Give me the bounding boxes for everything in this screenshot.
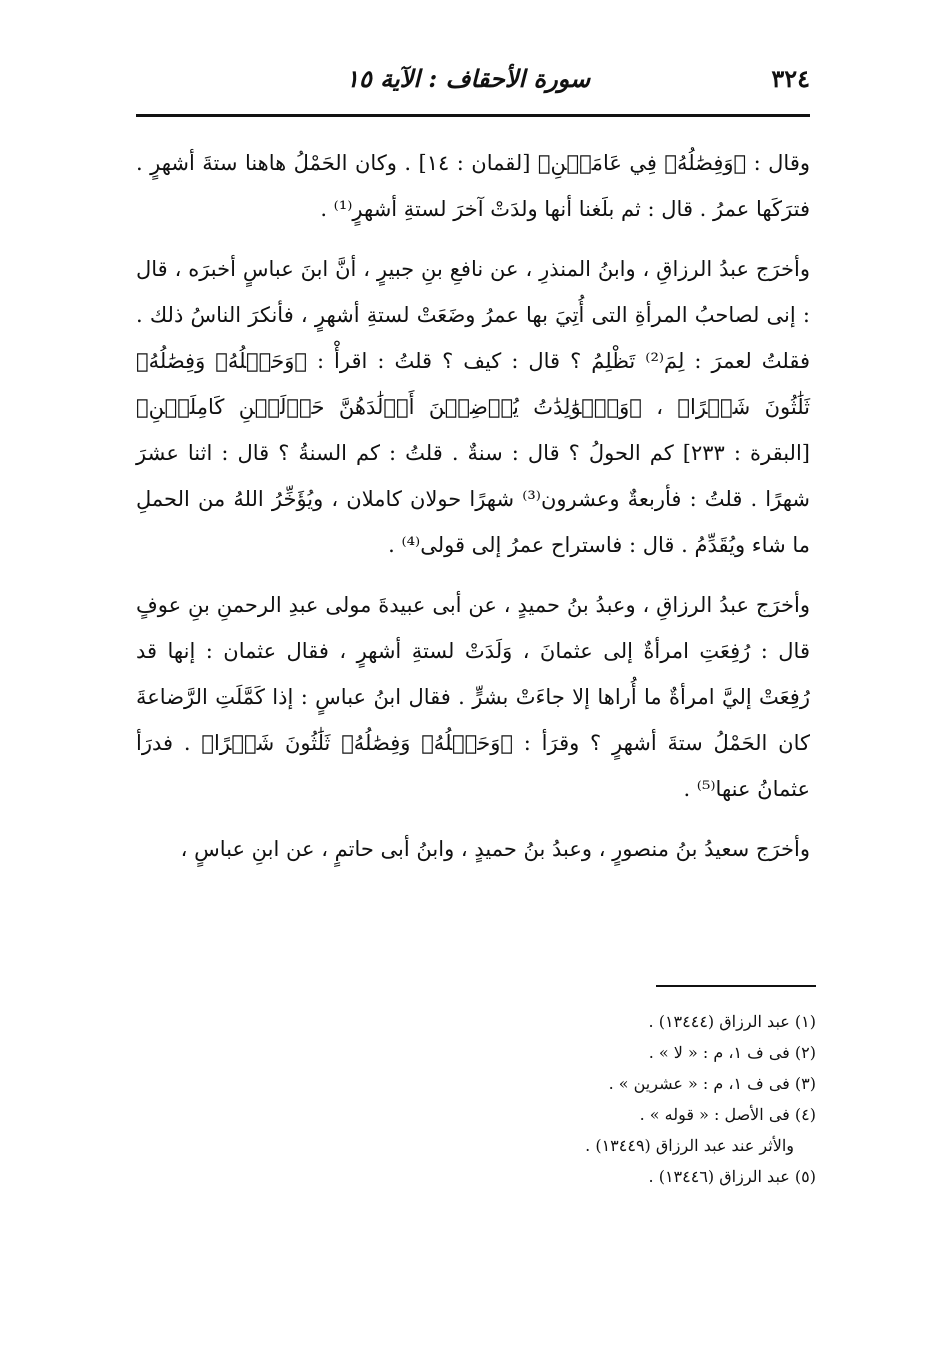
running-title: سورة الأحقاف : الآية ١٥ — [346, 63, 591, 93]
footnote: (٢) فى ف ١، م : « لا » . — [648, 1043, 816, 1062]
footnote: (١) عبد الرزاق (١٣٤٤٤) . — [648, 1012, 816, 1031]
paragraph: وقال : ﴿وَفِصَٰلُهُۥ فِي عَامَيۡنِ﴾ [لقمان : ١٤] . وكان الحَمْلُ هاهنا ستةَ أشهرٍ . فترَكَها عمرُ . قال : ثم بلَغنا أنها ولدَتْ آخرَ لستةِ أشهرٍ⁽¹⁾ . — [136, 151, 810, 221]
footnote-continuation: والأثر عند عبد الرزاق (١٣٤٤٩) . — [585, 1136, 794, 1155]
paragraph: وأخرَج عبدُ الرزاقِ ، وعبدُ بنُ حميدٍ ، عن أبى عبيدةَ مولى عبدِ الرحمنِ بنِ عوفٍ قال : رُفِعَتِ امرأةٌ إلى عثمانَ ، وَلَدَتْ لستةِ أشهرٍ ، فقال عثمان : إنها قد رُفِعَتْ إليَّ امرأةٌ ما أُراها إلا جاءَتْ بشرٍّ . فقال ابنُ عباسٍ : إذا كَمَّلَتِ الرَّضاعةَ كان الحَمْلُ ستةَ أشهرٍ ؟ وقرَأ : ﴿وَحَمۡلُهُۥ وَفِصَٰلُهُۥ ثَلَٰثُونَ شَهۡرًا﴾ . فدرَأ عثمانُ عنها⁽⁵⁾ . — [136, 593, 810, 801]
footnote: (٥) عبد الرزاق (١٣٤٤٦) . — [648, 1167, 816, 1186]
footnote: (٤) فى الأصل : « قوله » . — [639, 1105, 816, 1124]
paragraph: وأخرَج عبدُ الرزاقِ ، وابنُ المنذرِ ، عن نافعِ بنِ جبيرٍ ، أنَّ ابنَ عباسٍ أخبرَه ، قال : إنى لصاحبُ المرأةِ التى أُتِيَ بها عمرُ وضَعَتْ لستةِ أشهرٍ ، فأنكرَ الناسُ ذلك . فقلتُ لعمرَ : لِمَ⁽²⁾ تَظْلِمُ ؟ قال : كيف ؟ قلتُ : اقرأْ : ﴿وَحَمۡلُهُۥ وَفِصَٰلُهُۥ ثَلَٰثُونَ شَهۡرًا﴾ ، ﴿وَٱلۡوَٰلِدَٰتُ يُرۡضِعۡنَ أَوۡلَٰدَهُنَّ حَوۡلَيۡنِ كَامِلَيۡنِ﴾ [البقرة : ٢٣٣] كم الحولُ ؟ قال : سنةٌ . قلتُ : كم السنةُ ؟ قال : اثنا عشرَ شهرًا . قلتُ : فأربعةٌ وعشرون⁽³⁾ شهرًا حولان كاملان ، ويُؤَخِّرُ اللهُ من الحملِ ما شاء ويُقَدِّمُ . قال : فاستراح عمرُ إلى قولى⁽⁴⁾ . — [136, 257, 810, 557]
paragraph: وأخرَج سعيدُ بنُ منصورٍ ، وعبدُ بنُ حميدٍ ، وابنُ أبى حاتمٍ ، عن ابنِ عباسٍ ، — [180, 837, 810, 861]
header-rule — [136, 114, 810, 117]
page-header — [136, 58, 810, 98]
footnote-rule — [656, 985, 816, 987]
main-text — [136, 140, 810, 886]
footnote: (٣) فى ف ١، م : « عشرين » . — [608, 1074, 816, 1093]
footnotes — [136, 1006, 816, 1192]
page-number: ٣٢٤ — [771, 63, 810, 93]
